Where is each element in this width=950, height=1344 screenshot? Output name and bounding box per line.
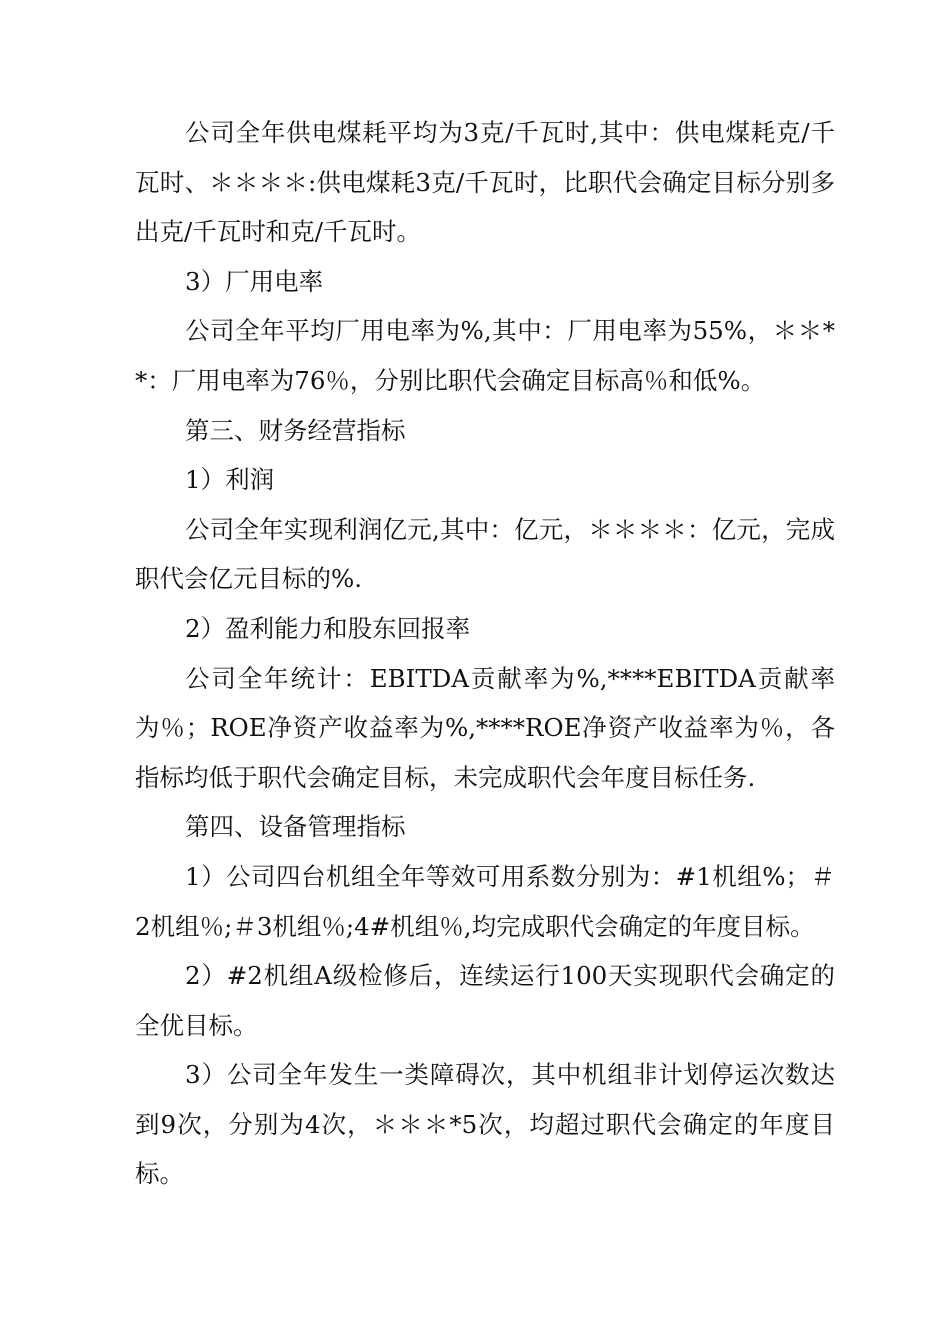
paragraph-faults: 3）公司全年发生一类障碍次，其中机组非计划停运次数达到9次，分别为4次，＊＊＊*5次，均超过职代会确定的年度目标。 [135,1060,835,1189]
heading-equipment-management: 第四、设备管理指标 [185,812,406,842]
heading-plant-power-rate: 3）厂用电率 [185,266,324,296]
paragraph-overhaul: 2）#2机组A级检修后，连续运行100天实现职代会确定的全优目标。 [135,961,835,1040]
paragraph-plant-power-rate: 公司全年平均厂用电率为%,其中：厂用电率为55%，＊＊**：厂用电率为76％，分别比职代会确定目标高％和低%。 [135,316,835,395]
heading-profit: 1）利润 [185,465,275,495]
paragraph-profitability: 公司全年统计：EBITDA贡献率为%,****EBITDA贡献率为％；ROE净资产收益率为%,****ROE净资产收益率为％，各指标均低于职代会确定目标，未完成职代会年度目标任务. [135,663,835,792]
paragraph-profit: 公司全年实现利润亿元,其中：亿元，＊＊＊＊：亿元，完成职代会亿元目标的%. [135,514,835,594]
paragraph-coal-consumption: 公司全年供电煤耗平均为3克/千瓦时,其中：供电煤耗克/千瓦时、＊＊＊＊:供电煤耗3克/千瓦时，比职代会确定目标分别多出克/千瓦时和克/千瓦时。 [135,118,835,247]
heading-profitability: 2）盈利能力和股东回报率 [185,613,471,643]
document-page [135,108,835,1199]
heading-financial-indicators: 第三、财务经营指标 [185,415,406,445]
paragraph-availability: 1）公司四台机组全年等效可用系数分别为：#1机组%；＃2机组％;＃3机组％;4#机组％,均完成职代会确定的年度目标。 [135,861,835,941]
